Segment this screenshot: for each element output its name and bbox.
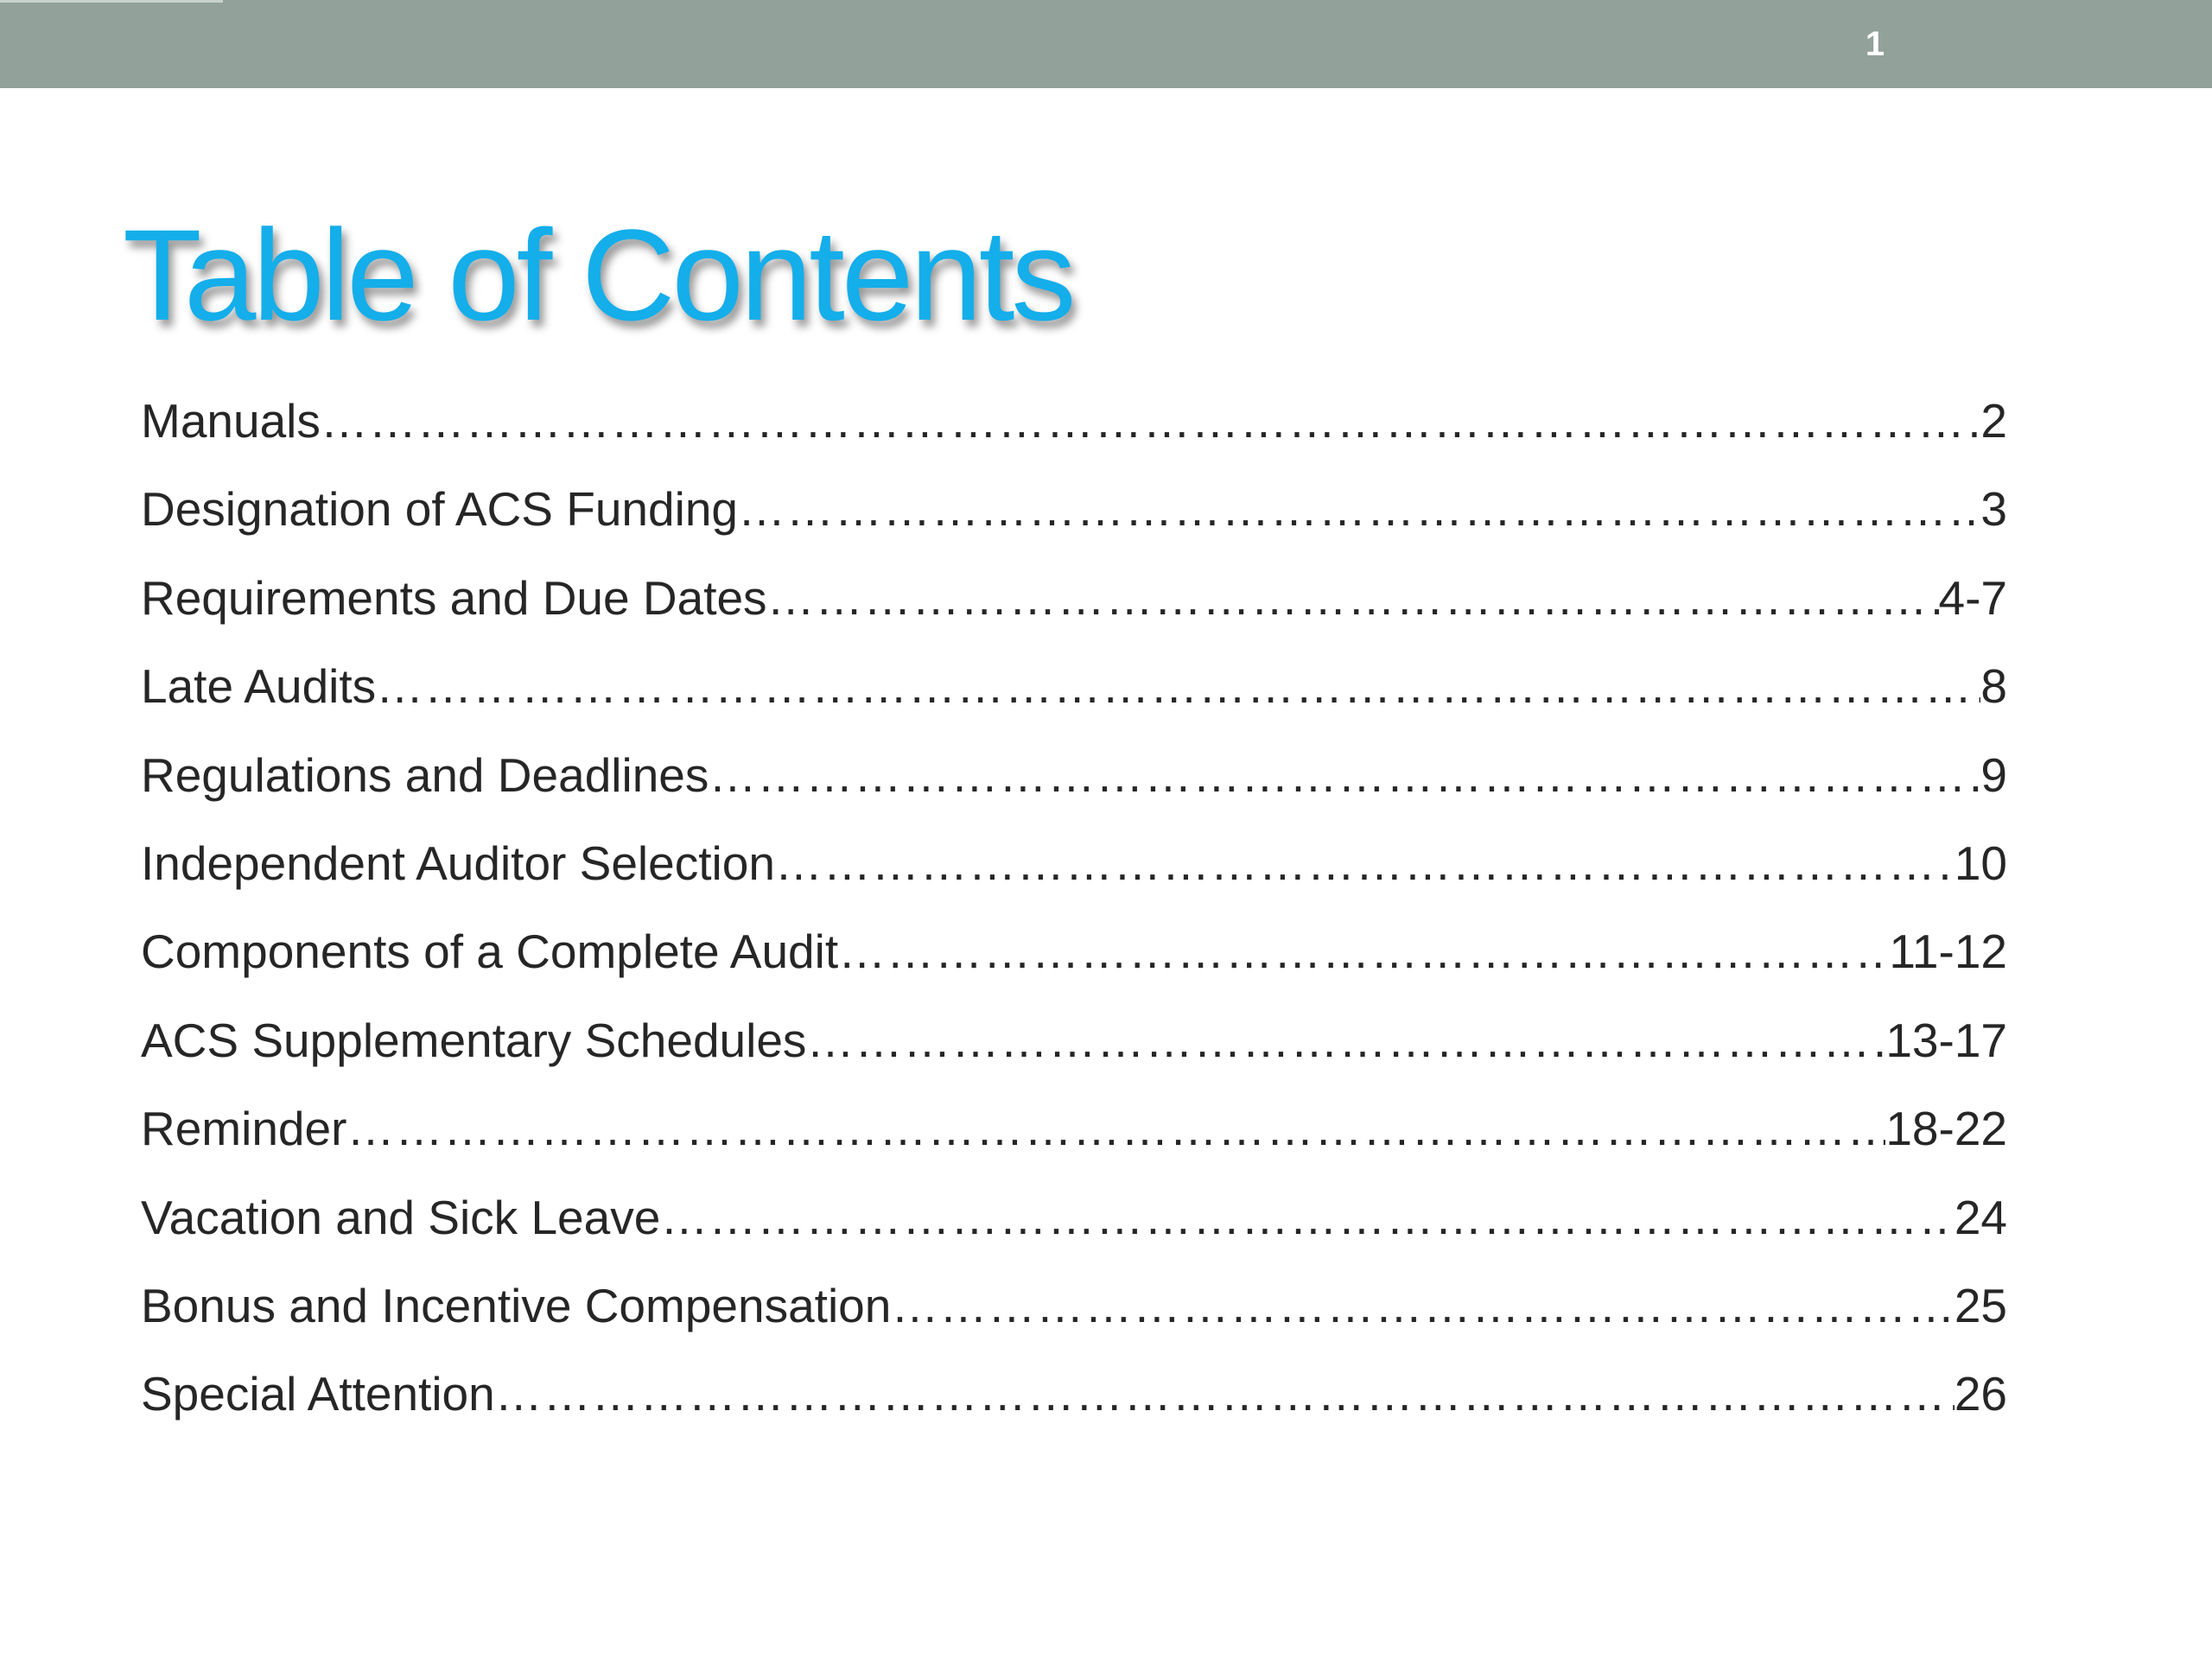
toc-entry-title: Late Audits bbox=[141, 659, 377, 714]
toc-page-number: 18-22 bbox=[1885, 1102, 2007, 1156]
header-bar-highlight bbox=[0, 0, 223, 3]
toc-entry-title: Manuals bbox=[141, 394, 321, 448]
toc-page-number: 13-17 bbox=[1885, 1013, 2007, 1067]
page-title: Table of Contents bbox=[123, 202, 1073, 347]
toc-page-number: 10 bbox=[1954, 836, 2007, 890]
toc-entry-regulations-and-deadlines[interactable] bbox=[141, 745, 2007, 833]
toc-entry-special-attention[interactable] bbox=[141, 1363, 2007, 1452]
toc-entry-title: Special Attention bbox=[141, 1367, 495, 1421]
toc-entry-reminder[interactable] bbox=[141, 1098, 2007, 1186]
toc-entry-acs-supplementary-schedules[interactable] bbox=[141, 1010, 2007, 1098]
toc-dot-leader bbox=[775, 833, 1955, 893]
toc-dot-leader bbox=[806, 1010, 1885, 1071]
toc-dot-leader bbox=[495, 1363, 1955, 1424]
toc-entry-title: Reminder bbox=[141, 1102, 347, 1156]
toc-dot-leader bbox=[376, 656, 1980, 716]
slide-number: 1 bbox=[1865, 25, 1885, 63]
toc-dot-leader bbox=[891, 1275, 1954, 1336]
toc-entry-manuals[interactable] bbox=[141, 391, 2007, 479]
toc-entry-designation-of-acs-funding[interactable] bbox=[141, 479, 2007, 567]
toc-dot-leader bbox=[767, 568, 1939, 628]
toc-entry-title: Components of a Complete Audit bbox=[141, 925, 839, 979]
toc-entry-title: Designation of ACS Funding bbox=[141, 482, 738, 537]
toc-dot-leader bbox=[709, 745, 1980, 805]
toc-page-number: 2 bbox=[1980, 394, 2007, 448]
header-bar bbox=[0, 0, 2212, 88]
toc-entry-late-audits[interactable] bbox=[141, 656, 2007, 744]
toc-entry-title: Requirements and Due Dates bbox=[141, 570, 767, 625]
toc-entry-title: Bonus and Incentive Compensation bbox=[141, 1278, 892, 1332]
toc-entry-title: Regulations and Deadlines bbox=[141, 747, 709, 802]
toc-entry-vacation-and-sick-leave[interactable] bbox=[141, 1187, 2007, 1275]
toc-page-number: 11-12 bbox=[1889, 925, 2007, 979]
toc-dot-leader bbox=[660, 1187, 1954, 1248]
toc-page-number: 4-7 bbox=[1938, 570, 2007, 625]
toc-entry-title: Independent Auditor Selection bbox=[141, 836, 775, 890]
toc-page-number: 24 bbox=[1954, 1190, 2007, 1244]
toc-entry-bonus-and-incentive-compensation[interactable] bbox=[141, 1275, 2007, 1363]
toc-entry-requirements-and-due-dates[interactable] bbox=[141, 568, 2007, 656]
toc-entry-title: Vacation and Sick Leave bbox=[141, 1190, 661, 1244]
toc-entry-components-of-a-complete-audit[interactable] bbox=[141, 921, 2007, 1009]
toc-dot-leader bbox=[838, 921, 1889, 982]
toc-page-number: 3 bbox=[1980, 482, 2007, 537]
toc-dot-leader bbox=[346, 1098, 1885, 1159]
toc-entry-title: ACS Supplementary Schedules bbox=[141, 1013, 807, 1067]
table-of-contents bbox=[141, 391, 2007, 1452]
toc-dot-leader bbox=[321, 391, 1981, 451]
toc-page-number: 9 bbox=[1980, 747, 2007, 802]
toc-entry-independent-auditor-selection[interactable] bbox=[141, 833, 2007, 921]
toc-page-number: 8 bbox=[1980, 659, 2007, 714]
toc-page-number: 25 bbox=[1954, 1278, 2007, 1332]
toc-page-number: 26 bbox=[1954, 1367, 2007, 1421]
toc-dot-leader bbox=[738, 479, 1980, 539]
